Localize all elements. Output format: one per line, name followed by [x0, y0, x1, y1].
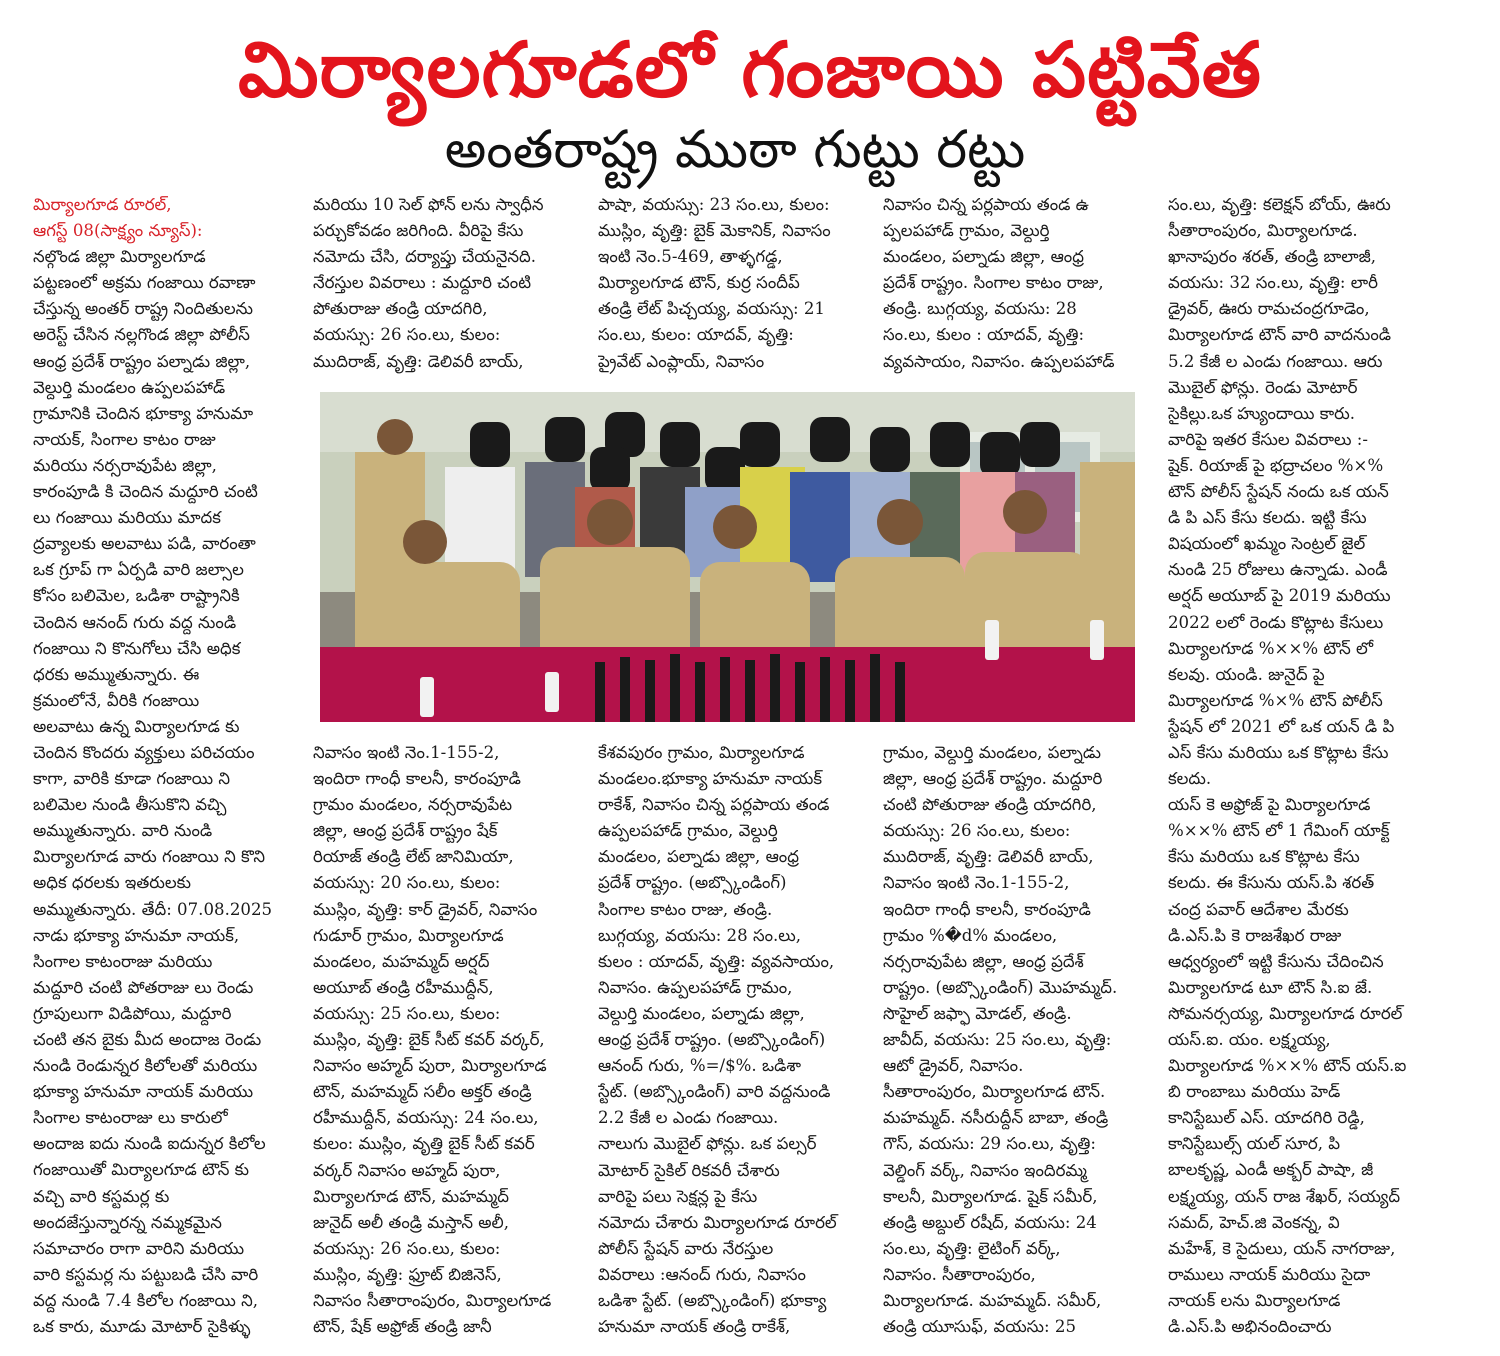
text-line: టౌన్, మహమ్మద్ సలీం అక్తర్ తండ్రి — [313, 1082, 532, 1102]
text-line: తండ్రి. బుగ్గయ్య, వయసు: 28 — [883, 299, 1077, 319]
text-line: నివాసం. ఉప్పలపహాడ్ గ్రామం, — [598, 977, 793, 997]
text-line: 2.2 కేజీ ల ఎండు గంజాయి. — [598, 1108, 779, 1128]
text-line: పాషా, వయస్సు: 23 సం.లు, కులం: — [598, 195, 830, 214]
text-line: నివాసం ఇంటి నెం.1-155-2, — [883, 873, 1070, 893]
text-line: లక్ష్మయ్య, యన్ రాజ శేఖర్, సయ్యద్ — [1168, 1186, 1401, 1206]
text-line: డి.ఎస్.పి అభినందించారు — [1168, 1317, 1332, 1337]
text-line: యస్.ఐ. యం. లక్ష్మయ్య, — [1168, 1030, 1331, 1049]
text-line: ప్రదేశ్ రాష్ట్రం. సింగాల కాటం రాజు, — [883, 273, 1104, 293]
text-line: అరెస్ట్ చేసిన నల్లగొండ జిల్లా పోలీస్ — [33, 325, 250, 345]
text-line: ఇందిరా గాంధీ కాలనీ, కారంపూడి — [883, 899, 1091, 919]
text-line: పోతురాజు తండ్రి యాదగిరి, — [313, 299, 488, 319]
text-line: అలవాటు ఉన్న మిర్యాలగూడ కు — [33, 716, 240, 736]
text-line: వయస్సు: 25 సం.లు, కులం: — [313, 1003, 501, 1023]
text-line: చంటి తన బైకు మీద అందాజ రెండు — [33, 1030, 262, 1049]
text-line: వద్ద నుండి 7.4 కిలోల గంజాయి ని, — [33, 1290, 258, 1310]
text-line: లు గంజాయి మరియు మాదక — [33, 508, 221, 528]
article-column-3-top — [598, 192, 860, 375]
text-line: ఇంటి నెం.5-469, తాళ్ళగడ్డ, — [598, 247, 783, 267]
text-line: వర్కర్ నివాసం అహ్మద్ పురా, — [313, 1160, 501, 1180]
text-line: నమోదు చేశారు మిర్యాలగూడ రూరల్ — [598, 1212, 837, 1232]
press-meet-photo — [320, 392, 1135, 722]
text-line: మిర్యాలగూడ %×% టౌన్ పోలీస్ — [1168, 690, 1383, 710]
text-line: చెందిన కొందరు వ్యక్తులు పరిచయం — [33, 742, 255, 762]
text-line: వ్యవసాయం, నివాసం. ఉప్పలపహాడ్ — [883, 351, 1115, 371]
text-line: సం.లు, వృత్తి: లైటింగ్ వర్క్, — [883, 1238, 1061, 1258]
text-line: క్రమంలోనే, వీరికి గంజాయి — [33, 690, 200, 710]
text-line: ఆటో డ్రైవర్, నివాసం. — [883, 1056, 1024, 1076]
text-line: ధరకు అమ్ముతున్నారు. ఈ — [33, 664, 200, 684]
text-line: అందాజ ఐదు నుండి ఐదున్నర కిలోల — [33, 1134, 266, 1154]
article-column-4-top — [883, 192, 1145, 375]
text-line: నివాసం ఇంటి నెం.1-155-2, — [313, 743, 500, 762]
text-line: అందజేస్తున్నారన్న నమ్మకమైన — [33, 1212, 222, 1232]
text-line: అమ్ముతున్నారు. తేదీ: 07.08.2025 — [33, 899, 273, 919]
text-line: వారిపై ఇతర కేసుల వివరాలు :- — [1168, 429, 1368, 449]
text-line: సొహైల్ జఫ్ఫా మోడల్, తండ్రి. — [883, 1003, 1072, 1023]
text-line: నేరస్తుల వివరాలు : మద్దూరి చంటి — [313, 273, 532, 293]
text-line: నివాసం సీతారాంపురం, మిర్యాలగూడ — [313, 1290, 552, 1310]
text-line: కాలనీ, మిర్యాలగూడ. షైక్ సమీర్, — [883, 1186, 1098, 1206]
text-line: మహేశ్, కె సైదులు, యన్ నాగరాజు, — [1168, 1238, 1396, 1258]
text-line: మరియు నర్సరావుపేట జిల్లా, — [33, 455, 217, 475]
text-line: రహీముద్దీన్, వయస్సు: 24 సం.లు, — [313, 1108, 539, 1128]
text-line: ఒడిశా స్టేట్. (అబ్స్కొండింగ్) భూక్యా — [598, 1290, 827, 1310]
text-line: ఖానాపురం శరత్, తండ్రి బాలాజీ, — [1168, 247, 1377, 267]
text-line: చంద్ర పవార్ ఆదేశాల మేరకు — [1168, 899, 1349, 919]
text-line: వయస్సు: 26 సం.లు, కులం: — [313, 325, 501, 345]
text-line: ఉప్పలపహాడ్ గ్రామం, వెల్దుర్తి — [598, 821, 778, 841]
text-line: గ్రూపులుగా విడిపోయి, మద్దూరి — [33, 1003, 232, 1023]
text-line: ఇందిరా గాంధీ కాలనీ, కారంపూడి — [313, 769, 521, 789]
text-line: వెల్దుర్తి మండలం ఉప్పలపహాడ్ — [33, 377, 226, 397]
text-line: అధిక ధరలకు ఇతరులకు — [33, 873, 192, 893]
text-line: మోటార్ సైకిల్ రికవరీ చేశారు — [598, 1160, 780, 1180]
text-line: అమ్ముతున్నారు. వారి నుండి — [33, 821, 213, 841]
text-line: పట్టణంలో అక్రమ గంజాయి రవాణా — [33, 273, 256, 293]
text-line: బాలకృష్ణ, ఎండీ అక్బర్ పాషా, జీ — [1168, 1160, 1374, 1180]
text-line: మండలం, పల్నాడు జిల్లా, ఆంధ్ర — [883, 247, 1084, 267]
text-line: జిల్లా, ఆంధ్ర ప్రదేశ్ రాష్ట్రం షేక్ — [313, 821, 498, 841]
text-line: వయస్సు: 20 సం.లు, కులం: — [313, 873, 501, 893]
text-line: బలిమెల నుండి తీసుకొని వచ్చి — [33, 795, 227, 815]
text-line: గౌస్, వయసు: 29 సం.లు, వృత్తి: — [883, 1134, 1097, 1154]
text-line: సం.లు, వృత్తి: కలెక్షన్ బోయ్, ఊరు — [1168, 195, 1391, 214]
text-line: మండలం, పల్నాడు జిల్లా, ఆంధ్ర — [598, 847, 799, 867]
text-line: ఆంధ్ర ప్రదేశ్ రాష్ట్రం. (అబ్స్కొండింగ్) — [598, 1030, 826, 1050]
text-line: కేసు మరియు ఒక కొట్లాట కేసు — [1168, 847, 1360, 867]
text-line: జిల్లా, ఆంధ్ర ప్రదేశ్ రాష్ట్రం. మద్దూరి — [883, 769, 1103, 789]
text-line: మిర్యాలగూడ టౌన్, మహమ్మద్ — [313, 1186, 510, 1206]
text-line: కలదు. — [1168, 769, 1212, 789]
text-line: నమోదు చేసి, దర్యాప్తు చేయనైనది. — [313, 247, 537, 267]
text-line: నివాసం. సీతారాంపురం, — [883, 1264, 1036, 1284]
text-line: నుండి రెండున్నర కిలోలతో మరియు — [33, 1056, 258, 1076]
text-line: జావీద్, వయసు: 25 సం.లు, వృత్తి: — [883, 1030, 1112, 1050]
text-line: డ్రైవర్, ఊరు రామచంద్రగూడెం, — [1168, 299, 1370, 319]
text-line: ప్రైవేట్ ఎంప్లాయ్, నివాసం — [598, 351, 765, 371]
text-line: తండ్రి యూసుఫ్, వయసు: 25 — [883, 1317, 1077, 1337]
text-line: కారంపూడి కి చెందిన మద్దూరి చంటి — [33, 482, 258, 502]
text-line: కానిస్టేబుల్స్ యల్ సూర, పి — [1168, 1134, 1341, 1154]
text-line: గ్రామం %�d% మండలం, — [883, 925, 1058, 945]
dateline-place: మిర్యాలగూడ రూరల్, — [33, 195, 172, 214]
text-line: మరియు 10 సెల్ ఫోన్ లను స్వాధీన — [313, 195, 544, 214]
text-line: స్టేట్. (అబ్స్కొండింగ్) వారి వద్దనుండి — [598, 1082, 831, 1102]
text-line: సోమనర్సయ్య, మిర్యాలగూడ రూరల్ — [1168, 1003, 1403, 1023]
text-line: నివాసం చిన్న పర్లపాయ తండ ఉ — [883, 195, 1089, 214]
article-column-2-top — [313, 192, 575, 375]
text-line: మహమ్మద్. నసీరుద్దీన్ బాబా, తండ్రి — [883, 1108, 1109, 1128]
text-line: గ్రామం, వెల్దుర్తి మండలం, పల్నాడు — [883, 743, 1101, 762]
text-line: తండ్రి అబ్దుల్ రషీద్, వయసు: 24 — [883, 1212, 1097, 1232]
text-line: వెల్డింగ్ వర్క్, నివాసం ఇందిరమ్మ — [883, 1160, 1087, 1180]
text-line: మద్దూరి చంటి పోతరాజు లు రెండు — [33, 977, 254, 997]
article-column-5 — [1168, 192, 1468, 1340]
text-line: ముస్లిం, వృత్తి: కార్ డ్రైవర్, నివాసం — [313, 899, 538, 919]
text-line: నుండి 25 రోజులు ఉన్నాడు. ఎండీ — [1168, 560, 1388, 580]
text-line: %××% టౌన్ లో 1 గేమింగ్ యాక్ట్ — [1168, 821, 1390, 841]
text-line: 5.2 కేజీ ల ఎండు గంజాయి. ఆరు — [1168, 351, 1383, 371]
text-line: చంటి పోతురాజు తండ్రి యాదగిరి, — [883, 795, 1097, 815]
text-line: గంజాయి ని కొనుగోలు చేసి అధిక — [33, 638, 241, 658]
text-line: వచ్చి వారి కస్టమర్ల కు — [33, 1186, 170, 1206]
text-line: జునైద్ అలీ తండ్రి మస్తాన్ అలీ, — [313, 1212, 509, 1232]
text-line: స్టేషన్ లో 2021 లో ఒక యన్ డి పి — [1168, 716, 1395, 736]
text-line: కాగా, వారికి కూడా గంజాయి ని — [33, 769, 231, 789]
text-line: ఒక గ్రూప్ గా ఏర్పడి వారి జల్సాల — [33, 560, 244, 580]
text-line: గ్రామానికి చెందిన భూక్యా హనుమా — [33, 403, 254, 423]
text-line: వయసు: 32 సం.లు, వృత్తి: లారీ — [1168, 273, 1378, 293]
text-line: హనుమా నాయక్ తండ్రి రాకేశ్, — [598, 1317, 791, 1337]
text-line: సీతారాంపురం, మిర్యాలగూడ. — [1168, 221, 1358, 241]
text-line: సింగాల కాటం రాజు, తండ్రి. — [598, 899, 773, 919]
press-meet-illustration — [320, 392, 1135, 722]
dateline-date: ఆగస్ట్ 08(సాక్ష్యం న్యూస్): — [33, 221, 203, 241]
text-line: టౌన్, షేక్ అఫ్రోజ్ తండ్రి జానీ — [313, 1317, 492, 1337]
text-line: సమాచారం రాగా వారిని మరియు — [33, 1238, 245, 1258]
text-line: చేస్తున్న అంతర్ రాష్ట్ర నిందితులను — [33, 299, 254, 319]
text-line: బి రాంబాబు మరియు హెడ్ — [1168, 1082, 1341, 1102]
text-line: తండ్రి లేట్ పిచ్చయ్య, వయస్సు: 21 — [598, 299, 825, 319]
text-line: రాములు నాయక్ మరియు సైదా — [1168, 1264, 1371, 1284]
text-line: మిర్యాలగూడ టౌన్ వారి వాదనుండి — [1168, 325, 1392, 345]
text-line: నాడు భూక్యా హనుమా నాయక్, — [33, 925, 240, 945]
text-line: ముదిరాజ్, వృత్తి: డెలివరీ బాయ్, — [883, 847, 1094, 867]
article-column-3-bottom — [598, 740, 860, 1340]
text-line: మండలం, మహమ్మద్ అర్షద్ — [313, 951, 490, 971]
article-column-1 — [33, 192, 295, 1340]
text-line: గుడూర్ గ్రామం, మిర్యాలగూడ — [313, 925, 504, 945]
text-line: రాష్ట్రం. (అబ్స్కొండింగ్) మొహమ్మద్. — [883, 977, 1118, 997]
text-line: కలదు. ఈ కేసును యస్.పి శరత్ — [1168, 873, 1375, 893]
text-line: మిర్యాలగూడ. మహమ్మద్. సమీర్, — [883, 1290, 1102, 1310]
text-line: ద్రవ్యాలకు అలవాటు పడి, వారంతా — [33, 534, 256, 554]
text-line: సం.లు, కులం: యాదవ్, వృత్తి: — [598, 325, 794, 345]
text-line: ముదిరాజ్, వృత్తి: డెలివరీ బాయ్, — [313, 351, 524, 371]
text-line: సైకిల్లు.ఒక హ్యుందాయి కారు. — [1168, 403, 1356, 423]
text-line: మొబైల్ ఫోన్లు. రెండు మోటార్ — [1168, 377, 1358, 397]
text-line: మిర్యాలగూడ %××% టౌన్ లో — [1168, 638, 1374, 658]
text-line: ముస్లిం, వృత్తి: ఫ్రూట్ బిజినెస్, — [313, 1264, 502, 1284]
text-line: నాయక్ లను మిర్యాలగూడ — [1168, 1290, 1341, 1310]
text-line: అర్షద్ అయూబ్ పై 2019 మరియు — [1168, 586, 1391, 606]
headline: మిర్యాలగూడలో గంజాయి పట్టివేత — [238, 25, 1262, 114]
text-line: సం.లు, కులం : యాదవ్, వృత్తి: — [883, 325, 1085, 345]
text-line: అయూబ్ తండ్రి రహీముద్దీన్, — [313, 977, 494, 997]
text-line: గంజాయితో మిర్యాలగూడ టౌన్ కు — [33, 1160, 250, 1180]
text-line: పర్చుకోవడం జరిగింది. వీరిపై కేసు — [313, 221, 524, 241]
text-line: బుగ్గయ్య, వయసు: 28 సం.లు, — [598, 925, 802, 945]
text-line: ఆనంద్ గురు, %=/$%. ఒడిశా — [598, 1056, 802, 1076]
text-line: కానిస్టేబుల్ ఎస్. యాదగిరి రెడ్డి, — [1168, 1108, 1365, 1128]
text-line: రియాజ్ తండ్రి లేట్ జానిమియా, — [313, 847, 514, 867]
text-line: షైక్. రియాజ్ పై భద్రాచలం %×% — [1168, 455, 1384, 475]
text-line: భూక్యా హనుమా నాయక్ మరియు — [33, 1082, 254, 1102]
text-line: ముస్లిం, వృత్తి: బైక్ సీట్ కవర్ వర్కర్, — [313, 1030, 545, 1050]
text-line: వెల్దుర్తి మండలం, పల్నాడు జిల్లా, — [598, 1003, 805, 1023]
subheadline: అంతరాష్ట్ర ముఠా గుట్టు రట్టు — [444, 120, 1026, 180]
text-line: డి.ఎస్.పి కె రాజశేఖర రాజు — [1168, 925, 1342, 945]
text-line: మిర్యాలగూడ వారు గంజాయి ని కొని — [33, 847, 266, 867]
text-line: వివరాలు :ఆనంద్ గురు, నివాసం — [598, 1264, 806, 1284]
text-line: టౌన్ పోలీస్ స్టేషన్ నందు ఒక యన్ — [1168, 482, 1389, 502]
text-line: ప్పలపహాడ్ గ్రామం, వెల్దుర్తి — [883, 221, 1050, 241]
text-line: యస్ కె అఫ్రోజ్ పై మిర్యాలగూడ — [1168, 795, 1371, 815]
text-line: సమద్, హెచ్.జి వెంకన్న, వి — [1168, 1212, 1340, 1232]
text-line: ఒక కారు, మూడు మోటార్ సైకిళ్ళు — [33, 1317, 251, 1337]
text-line: డి పి ఎస్ కేసు కలదు. ఇట్టి కేసు — [1168, 508, 1367, 528]
text-line: కులం : యాదవ్, వృత్తి: వ్యవసాయం, — [598, 951, 835, 971]
text-line: వారి కస్టమర్ల ను పట్టుబడి చేసి వారి — [33, 1264, 259, 1284]
text-line: గ్రామం మండలం, నర్సరావుపేట — [313, 795, 513, 815]
text-line: ఆంధ్ర ప్రదేశ్ రాష్ట్రం పల్నాడు జిల్లా, — [33, 351, 251, 371]
text-line: నర్సరావుపేట జిల్లా, ఆంధ్ర ప్రదేశ్ — [883, 951, 1084, 971]
text-line: ముస్లిం, వృత్తి: బైక్ మెకానిక్, నివాసం — [598, 221, 831, 241]
text-line: సీతారాంపురం, మిర్యాలగూడ టౌన్. — [883, 1082, 1106, 1102]
text-line: నివాసం అహ్మద్ పురా, మిర్యాలగూడ — [313, 1056, 547, 1076]
text-line: రాకేశ్, నివాసం చిన్న పర్లపాయ తండ — [598, 795, 830, 815]
text-line: వయస్సు: 26 సం.లు, కులం: — [313, 1238, 501, 1258]
text-line: నల్గొండ జిల్లా మిర్యాలగూడ — [33, 247, 206, 267]
text-line: వయస్సు: 26 సం.లు, కులం: — [883, 821, 1071, 841]
text-line: ఆధ్వర్యంలో ఇట్టి కేసును చేదించిన — [1168, 951, 1384, 971]
text-line: నాయక్, సింగాల కాటం రాజు — [33, 429, 216, 449]
text-line: విషయంలో ఖమ్మం సెంట్రల్ జైల్ — [1168, 534, 1366, 554]
text-line: నాలుగు మొబైల్ ఫోన్లు. ఒక పల్సర్ — [598, 1134, 817, 1154]
article-column-4-bottom — [883, 740, 1145, 1340]
text-line: సింగాల కాటంరాజు మరియు — [33, 951, 213, 971]
text-line: కులం: ముస్లిం, వృత్తి బైక్ సీట్ కవర్ — [313, 1134, 535, 1154]
article-column-2-bottom — [313, 740, 575, 1340]
text-line: 2022 లలో రెండు కొట్లాట కేసులు — [1168, 612, 1384, 632]
text-line: వారిపై పలు సెక్షన్ల పై కేసు — [598, 1186, 758, 1206]
text-line: కేశవపురం గ్రామం, మిర్యాలగూడ — [598, 743, 805, 762]
text-line: మండలం.భూక్యా హనుమా నాయక్ — [598, 769, 823, 789]
text-line: మిర్యాలగూడ టౌన్, కుర్ర సందీప్ — [598, 273, 800, 293]
text-line: కోసం బలిమెల, ఒడిశా రాష్ట్రానికి — [33, 586, 240, 606]
text-line: సింగాల కాటంరాజు లు కారులో — [33, 1108, 228, 1128]
text-line: ఎస్ కేసు మరియు ఒక కొట్లాట కేసు — [1168, 742, 1389, 762]
text-line: మిర్యాలగూడ టూ టౌన్ సి.ఐ జే. — [1168, 977, 1373, 997]
text-line: చెందిన ఆనంద్ గురు వద్ద నుండి — [33, 612, 237, 632]
text-line: మిర్యాలగూడ %××% టౌన్ యస్.ఐ — [1168, 1056, 1407, 1076]
text-line: పోలీస్ స్టేషన్ వారు నేరస్తుల — [598, 1238, 774, 1258]
text-line: కలవు. యండి. జునైద్ పై — [1168, 664, 1325, 684]
text-line: ప్రదేశ్ రాష్ట్రం. (అబ్స్కొండింగ్) — [598, 873, 787, 893]
